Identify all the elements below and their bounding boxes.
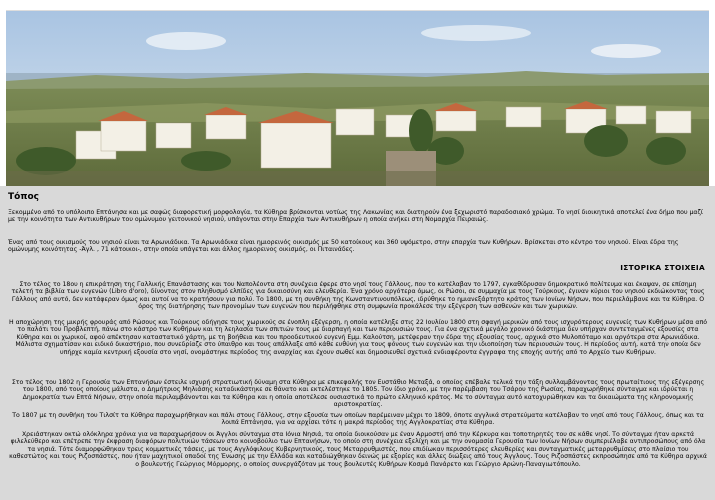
topos-paragraph-1: Ξεκομμένο από το υπόλοιπο Επτάνησα και με σαφώς διαφορετική μορφολογία, τα Κύθηρα βρίσκονται νοτίως της Λακωνίας και διατηρούν ένα ξεχωριστό παραδοσιακό χρώμα. Το νησί διοικητικά αποτελεί ένα δήμο που μαζί με την κοινότητα των Αντικυθήρων του ομώνυμου γειτονικού νησιού, υπάγονται στην Επαρχία των Αντικυθήρων η οποία ανήκει στη Νομαρχία Πειραιώς. xyxy=(8,209,703,224)
section-title-topos: Τόπος xyxy=(8,192,39,202)
history-paragraph-5: Χρειάστηκαν οκτώ ολόκληρα χρόνια για να παραχωρήσουν οι Άγγλοι σύνταγμα στα Ιόνια Νησιά, τα οποία διοικούσαν με έναν Αρμοστή από την Κέρκυρα και τοποτηρητές του σε κάθε νησί. Το σύνταγμα ήταν αρκετά φιλελεύθερο και επέτρεπε την έκφραση διαφόρων πολιτικών τάσεων στο κοινοβούλιο των Επτανήσων, το οποίο στη συνέχεια εξελίχη και με την ονομασία Γερουσία των Ιονίων Νήσων συμπεριέλαβε αντιπροσώπους από όλα τα νησιά. Τότε διαμορφώθηκαν τρεις κομματικές τάσεις, με τους Αγγλόφιλους Κυβερνητικούς, τους Μεταρρυθμιστές, που επιδίωκαν περισσότερες ελευθερίες και συνταγματικές μεταρρυθμίσεις στο πλαίσιο του καθεστώτος και τους Ριζοσπάστες, που ήταν μαχητικοί οπαδοί της Ένωσης με την Ελλάδα και καταδιώχθηκαν δεινώς με εξορίες και άλλες διώξεις από τους Άγγλους. Τους Ριζοσπάστες εκπροσώπησε από τα Κύθηρα αρχικά ο βουλευτής Γεώργιος Μόρμορης, ο οποίος συνεργάζόταν με τους βουλευτές Κυθήρων Κοσμά Πανάρετο και Γεώργιο Αρώνη-Παναγιωτόπουλο. xyxy=(9,431,707,468)
topos-paragraph-2: Ένας από τους οικισμούς του νησιού είναι τα Αρωνιάδικα. Τα Αρωνιάδικα είναι ημιορεινός οικισμός με 50 κατοίκους και 360 υψόμετρο, στην επαρχία των Κυθήρων. Βρίσκεται στο κέντρο του νησιού. Είναι έδρα της ομώνυμης κοινότητας -Άγλ. , 71 κάτοικοι-, στην οποία υπάγεται και άλλος ημιορεινος οικισμός, οι Πιταινάδες. xyxy=(8,239,679,254)
village-panorama-photo xyxy=(6,10,709,187)
history-paragraph-1: Στο τέλος το 18ου η επικράτηση της Γαλλικής Επανάστασης και του Ναπολέοντα στη συνέχεια έφερε στο νησί τους Γάλλους, που το κατέλαβαν το 1797, εγκαθίδρυσαν δημοκρατικό πολίτευμα και έκαψαν, σε επίσημη τελετή τα βιβλία των ευγενών (Libro d'oro), δίνοντας στον πληθυσμό ελπίδες για δικαιοσύνη και ελευθερία. Ένα χρόνο αργότερα όμως, οι Ρώσοι, σε συμμαχία με τους Τούρκους, έγιναν κύριοι του νησιού εκδιώκοντας τους Γάλλους από αυτό, δεν κατάφεραν όμως και αυτοί να το κρατήσουν για πολύ. Το 1800, με τη συνθήκη της Κωνσταντινουπόλεως, ιδρύθηκε το ημιανεξάρτητο κράτος των Ιονίων Νήσων, που περιελάμβανε και τα Κύθηρα. Ο όρος της διατήρησης των προνομίων των ευγενών που περιλήφθηκε στη συμφωνία προκάλεσε την εξέγερση των ασθενών και των χωρικών. xyxy=(11,281,705,311)
history-paragraph-4: Το 1807 με τη συνθήκη του Τιλσίτ τα Κύθηρα παραχωρήθηκαν και πάλι στους Γάλλους, στην εξουσία των οποίων παρέμειναν μέχρι το 1809, όποτε αγγλικά στρατεύματα κατέλαβαν το νησί από τους Γάλλους, όπως και τα λοιπά Επτάνησα, για να αρχίσει τότε η μακρά περίοδος της Αγγλοκρατίας στα Κύθηρα. xyxy=(12,412,704,427)
village-panorama-icon xyxy=(6,11,709,187)
history-paragraph-3: Στο τέλος του 1802 η Γερουσία των Επτανήσων έστειλε ισχυρή στρατιωτική δύναμη στα Κύθηρα με επικεφαλής τον Ευστάθιο Μεταξά, ο οποίος επέβαλε τελικά την τάξη συλλαμβάνοντας τους πρωταίτιους της εξέγερσης του 1800, από τους οποίους μάλιστα, ο Δημήτριος Μηλιάσης καταδικάστηκε σε θάνατο και εκτελέστηκε το 1805. Τον ίδιο χρόνο, με την παρέμβαση του Τσάρου της Ρωσίας, παραχωρήθηκε σύνταγμα και ιδρύεται η Δημοκρατία των Επτά Νήσων, στην οποία περιλαμβάνονται και τα Κύθηρα και η οποία αποτέλεσε ουσιαστικά το πρώτο ελληνικό κράτος. Με το σύνταγμα αυτό κατοχυρώθηκαν και τα δικαιώματα της κληρονομικής αριστοκρατίας. xyxy=(11,379,705,409)
section-title-history: ΙΣΤΟΡΙΚΑ ΣΤΟΙΧΕΙΑ xyxy=(620,263,705,272)
history-paragraph-2: Η αποχώρηση της μικρής φρουράς από Ρώσους και Τούρκους οδήγησε τους χωρικούς σε ένοπλη εξέγερση, η οποία κατέληξε στις 22 Ιουλίου 1800 στη σφαγή μερικών από τους ισχυρότερους ευγενείς των Κυθήρων μέσα από το παλάτι του Προβλεπτή, πάνω στο κάστρο των Κυθήρων και τη λεηλασία των σπιτιών τους με διαρπαγή και των περιουσιών τους. Για ένα σχετικά μεγάλο χρονικό διάστημα δεν υπήρχαν συντεταγμένες εξουσίες στα Κύθηρα και οι χωρικοί, αφού απέκτησαν καταστατικό χάρτη, με τη βοήθεια και του προοδευτικού ευγενή Εμμ. Καλούτση, μετέφεραν την έδρα της εξουσίας τους, αρχικά στο Μυλοπόταμο και αργότερα στα Αρωνιάδικα. Μάλιστα σχηματίσαν και ειδικό δικαστήριο, που συνεδρίαζε στο ύπαιθρο και τους απάλλαξε από κάθε ευθύνη για τους φόνους των ευγενών και την ιδιοποίηση των περιουσιών τους. Η περίοδος αυτή, κατά την οποία δεν υπήρχε καμία κεντρική εξουσία στο νησί, ονομάστηκε περίοδος της αναρχίας και έχουν σωθεί και δημοσιευθεί σχετικά ενδιαφέροντα έγγραφα της εποχής αυτής από το Αρχείο των Κυθήρων. xyxy=(8,319,708,356)
text-panel xyxy=(0,186,715,500)
